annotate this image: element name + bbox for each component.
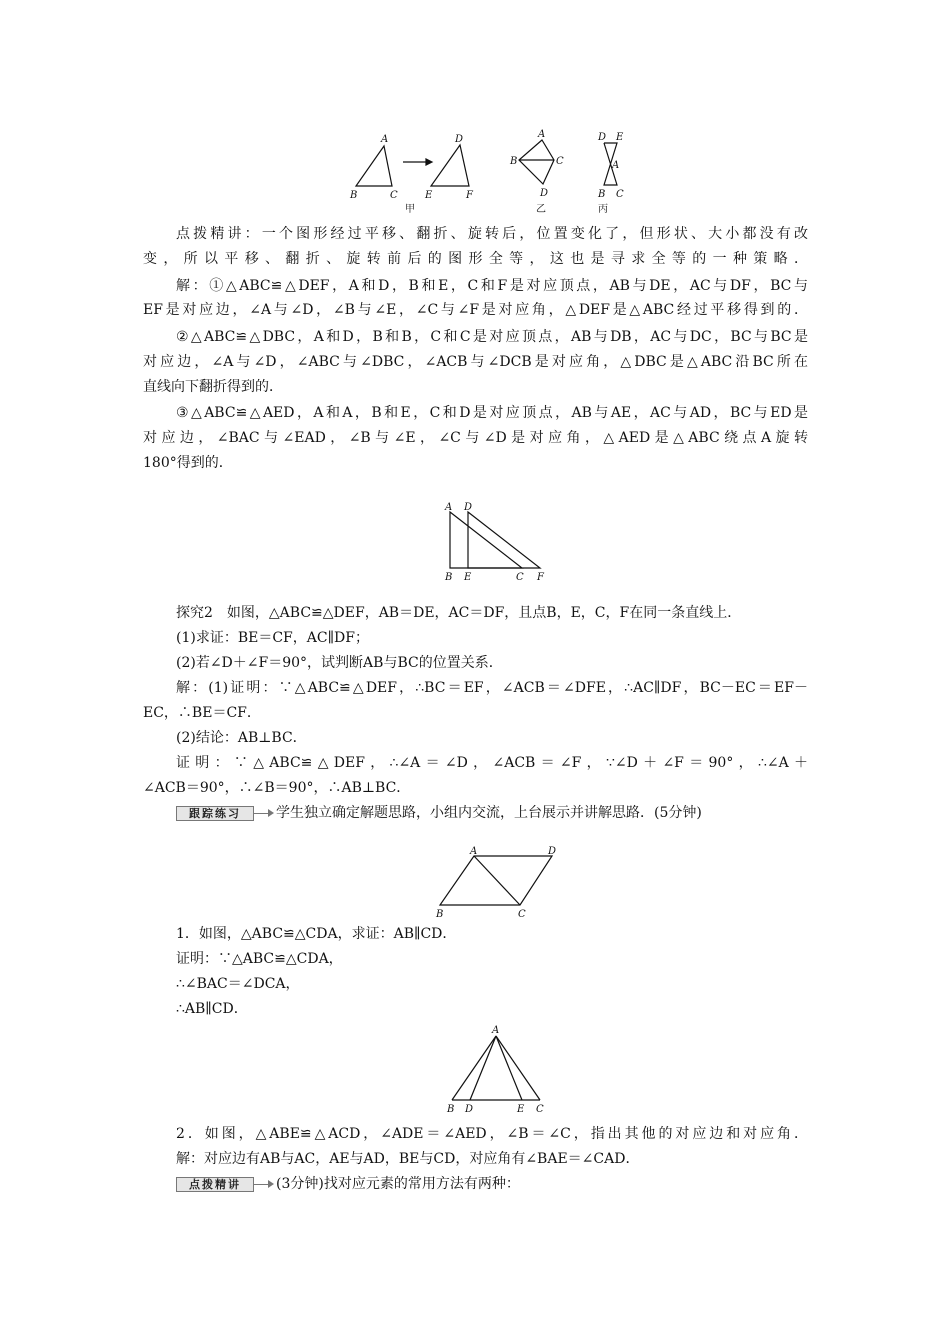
hint-label: 点拨精讲 — [176, 1177, 254, 1192]
label-D1: D — [455, 134, 464, 145]
exercise-2-line-1: 2．如图，△ABE≌△ACD，∠ADE＝∠AED，∠B＝∠C，指出其他的对应边和对应角． — [176, 1126, 808, 1142]
exercise-1-line-1: 1．如图，△ABC≌△CDA，求证：AB∥CD． — [176, 926, 457, 942]
hint-paragraph-line-2: 变，所以平移、翻折、旋转前后的图形全等，这也是寻求全等的一种策略． — [143, 251, 808, 267]
hint-tag — [176, 1177, 274, 1192]
caption-yi: 乙 — [536, 204, 546, 215]
label-D: D — [465, 1104, 474, 1115]
label-B: B — [447, 1104, 455, 1115]
follow-practice-line — [176, 801, 808, 825]
hint-paragraph-line-1: 点拨精讲：一个图形经过平移、翻折、旋转后，位置变化了，但形状、大小都没有改 — [176, 226, 808, 242]
label-E: E — [464, 572, 472, 583]
solution-3-line-3: 180°得到的． — [143, 455, 233, 471]
label-D2: D — [540, 188, 549, 199]
parallelogram-abcd — [440, 856, 552, 905]
explore-2-line-4: 解：(1)证明：∵△ABC≌△DEF，∴BC＝EF，∠ACB＝∠DFE，∴AC∥DF，BC－EC＝EF－ — [176, 680, 808, 696]
label-A: A — [492, 1025, 500, 1036]
label-B2: B — [510, 156, 518, 167]
explore-2-line-6: (2)结论：AB⊥BC． — [176, 730, 307, 746]
exercise-2-line-2: 解：对应边有AB与AC，AE与AD，BE与CD，对应角有∠BAE＝∠CAD． — [176, 1151, 640, 1167]
hint-line — [176, 1172, 808, 1196]
solution-3-line-2: 对应边，∠BAC与∠EAD，∠B与∠E，∠C与∠D是对应角，△AED是△ABC绕点A旋转 — [143, 430, 808, 446]
diagonal-ac — [474, 856, 520, 905]
triangle-abc-jia — [356, 146, 392, 186]
explore-2-line-3: (2)若∠D＋∠F＝90°，试判断AB与BC的位置关系． — [176, 655, 503, 671]
label-D3: D — [598, 132, 607, 143]
explore-2-line-5: EC，∴BE＝CF． — [143, 705, 261, 721]
follow-practice-tag — [176, 806, 274, 821]
exercise-1-line-2: 证明：∵△ABC≌△CDA， — [176, 951, 343, 967]
solution-2-line-2: 对应边，∠A与∠D，∠ABC与∠DBC，∠ACB与∠DCB是对应角，△DBC是△ABC沿BC所在 — [143, 354, 808, 370]
triangle-abc — [450, 512, 522, 568]
label-B: B — [436, 909, 444, 920]
caption-jia: 甲 — [405, 204, 415, 215]
exercise-1-line-3: ∴∠BAC＝∠DCA， — [176, 976, 300, 992]
label-C: C — [536, 1104, 544, 1115]
explore-2-line-7: 证明：∵△ABC≌△DEF，∴∠A＝∠D，∠ACB＝∠F，∵∠D＋∠F＝90°，∴∠A＋ — [176, 755, 808, 771]
label-A: A — [470, 846, 478, 857]
follow-practice-text: 学生独立确定解题思路，小组内交流，上台展示并讲解思路．(5分钟) — [276, 805, 702, 821]
label-E3: E — [616, 132, 624, 143]
explore-2-line-1: 探究2 如图，△ABC≌△DEF，AB＝DE，AC＝DF，且点B，E，C，F在同一条直线上． — [176, 605, 742, 621]
label-B3: B — [598, 189, 606, 200]
label-C: C — [516, 572, 524, 583]
label-C1: C — [390, 190, 398, 201]
label-D: D — [548, 846, 557, 857]
figure-exercise-2 — [440, 1022, 550, 1118]
quad-yi — [519, 140, 554, 184]
label-A: A — [445, 502, 453, 513]
solution-2-line-1: ②△ABC≌△DBC，A和D，B和B，C和C是对应顶点，AB与DB，AC与DC，BC与BC是 — [176, 329, 808, 345]
figure-translation-flip-rotation — [340, 128, 630, 216]
follow-practice-label: 跟踪练习 — [176, 806, 254, 821]
arrow-head — [426, 159, 432, 165]
figure-exercise-1 — [430, 843, 562, 921]
label-C2: C — [556, 156, 564, 167]
solution-3-line-1: ③△ABC≌△AED，A和A，B和E，C和D是对应顶点，AB与AE，AC与AD，BC与ED是 — [176, 405, 808, 421]
explore-2-line-2: (1)求证：BE＝CF，AC∥DF； — [176, 630, 369, 646]
label-A2: A — [538, 129, 546, 140]
label-E: E — [517, 1104, 525, 1115]
label-F1: F — [466, 190, 473, 201]
hint-text: (3分钟)找对应元素的常用方法有两种： — [276, 1176, 520, 1192]
solution-1-line-1: 解：①△ABC≌△DEF，A和D，B和E，C和F是对应顶点，AB与DE，AC与DF，BC与 — [176, 278, 808, 294]
label-B: B — [445, 572, 453, 583]
label-D: D — [464, 502, 473, 513]
label-F: F — [537, 572, 544, 583]
caption-bing: 丙 — [598, 204, 608, 215]
label-C3: C — [616, 189, 624, 200]
label-A3: A — [612, 160, 620, 171]
exercise-1-line-4: ∴AB∥CD． — [176, 1001, 248, 1017]
label-C: C — [518, 909, 526, 920]
triangle-def-jia — [431, 145, 469, 186]
explore-2-line-8: ∠ACB＝90°，∴∠B＝90°，∴AB⊥BC． — [143, 780, 411, 796]
figure-explore-2 — [440, 498, 550, 584]
label-E1: E — [425, 190, 433, 201]
triangle-def — [468, 512, 540, 568]
label-A1: A — [381, 134, 389, 145]
label-B1: B — [350, 190, 358, 201]
solution-2-line-3: 直线向下翻折得到的． — [143, 379, 283, 395]
solution-1-line-2: EF是对应边，∠A与∠D，∠B与∠E，∠C与∠F是对应角，△DEF是△ABC经过平移得到的． — [143, 302, 808, 318]
